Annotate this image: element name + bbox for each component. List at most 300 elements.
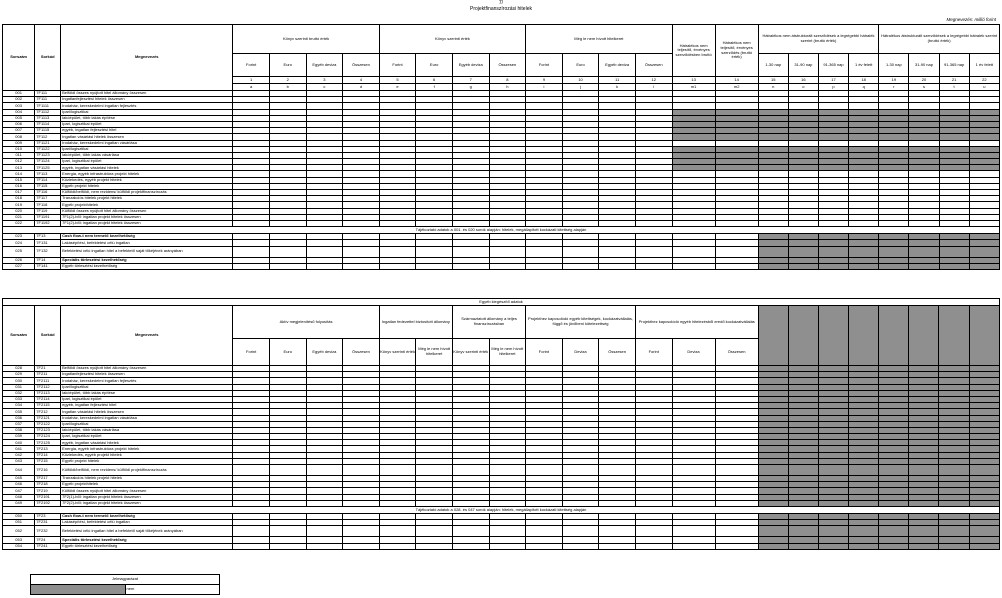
col-code: a — [233, 84, 270, 91]
data-cell — [416, 465, 453, 476]
data-cell — [635, 263, 672, 269]
row-number: 048 — [3, 494, 35, 500]
data-cell — [909, 526, 939, 537]
row-label: Irodaház, kereskedelmi ingatlan fejlesztés — [61, 378, 233, 384]
data-cell — [343, 246, 380, 257]
group-header: Hátralékos átstrukturált szerződések a legrégebbi hátralék szerint (bruttó érték) — [879, 25, 1000, 54]
data-cell — [635, 246, 672, 257]
subheader-cell: Összesen — [489, 54, 526, 77]
row-number: 054 — [3, 543, 35, 549]
row-code: 7F112 — [35, 134, 61, 140]
row-code: 7F141 — [35, 263, 61, 269]
subheader-cell: Deviza — [672, 339, 715, 366]
legend-swatch — [31, 585, 126, 595]
data-cell — [879, 543, 909, 549]
data-cell — [849, 543, 879, 549]
col-number: 20 — [909, 77, 939, 84]
data-cell — [758, 246, 788, 257]
data-cell — [562, 246, 599, 257]
row-label: lakóépület, több lakás vásárlása — [61, 427, 233, 433]
col-number: 22 — [969, 77, 999, 84]
row-number: 025 — [3, 246, 35, 257]
data-cell — [879, 465, 909, 476]
col-sorkod: Sorkód — [35, 25, 61, 91]
col-number: 18 — [849, 77, 879, 84]
data-cell — [233, 543, 270, 549]
data-cell — [635, 543, 672, 549]
data-cell — [489, 246, 526, 257]
data-cell — [526, 526, 563, 537]
legend-item: nem — [125, 585, 220, 595]
col-number: 15 — [758, 77, 788, 84]
row-number: 044 — [3, 465, 35, 476]
data-cell — [788, 465, 818, 476]
col-number: 13 — [672, 77, 715, 84]
col-code: d — [343, 84, 380, 91]
section-label: Tájékoztató adatok a 028. és 047 sorok alapján: hitelek, megállapított kockázati kitettség alapján — [3, 506, 1000, 513]
data-cell — [452, 465, 489, 476]
row-number: 011 — [3, 152, 35, 158]
row-code: 7F214 — [35, 452, 61, 458]
row-label: Ipari/logisztikai — [61, 384, 233, 390]
col-number: 8 — [489, 77, 526, 84]
row-code: 7F2123 — [35, 427, 61, 433]
row-label: Közlekedés, egyéb projekt hitelek — [61, 177, 233, 183]
header-row — [3, 306, 1000, 339]
row-label: Energia, egyéb infrastruktúra projekt hitelek — [61, 171, 233, 177]
col-code: j — [562, 84, 599, 91]
data-cell — [818, 543, 848, 549]
row-code: 7F24 — [35, 537, 61, 543]
row-label: 7F1(2)-ből: ingatlan projekt hitelek összesen — [61, 214, 233, 220]
row-number: 043 — [3, 458, 35, 464]
data-cell — [969, 543, 999, 549]
data-cell — [672, 526, 715, 537]
data-cell — [489, 543, 526, 549]
col-sorszam: Sorszám — [3, 306, 35, 366]
row-label: Lakásépítési, befektetési célú ingatlan — [61, 520, 233, 526]
row-number: 035 — [3, 409, 35, 415]
blank-cell — [879, 306, 909, 366]
data-cell — [879, 526, 909, 537]
data-cell — [562, 526, 599, 537]
row-label: Külföldi/belföldi, nem rezidens/ külföldi projektfinanszírozás — [61, 190, 233, 196]
row-label: Ipari, logisztikai épület — [61, 121, 233, 127]
row-label: 7F2(2)-ből: ingatlan projekt hitelek összesen — [61, 500, 233, 506]
blank-cell — [909, 306, 939, 366]
table-row — [3, 263, 1000, 269]
subheader-cell: 1-30 nap — [758, 54, 788, 77]
data-cell — [379, 526, 416, 537]
subheader-cell: Forint — [635, 339, 672, 366]
data-cell — [269, 526, 306, 537]
row-label: Befektetési célú ingatlan hitel a befektető saját tőkéjének arányában — [61, 526, 233, 537]
data-cell — [599, 246, 636, 257]
data-cell — [599, 263, 636, 269]
col-code: f — [416, 84, 453, 91]
data-cell — [452, 526, 489, 537]
row-code: 7F1111 — [35, 103, 61, 109]
row-code: 7F1192 — [35, 220, 61, 226]
row-number: 032 — [3, 390, 35, 396]
row-label: Cash flow-t nem termelő kezelhetőség — [61, 513, 233, 519]
row-label: Energia, egyéb infrastruktúra projekt hitelek — [61, 446, 233, 452]
row-code: 7F213 — [35, 446, 61, 452]
row-number: 013 — [3, 165, 35, 171]
col-number: 9 — [526, 77, 563, 84]
data-cell — [379, 246, 416, 257]
data-cell — [306, 465, 343, 476]
row-label: Egyéb törlesztési kezelhetőség — [61, 543, 233, 549]
row-code: 7F2125 — [35, 440, 61, 446]
table-row — [3, 526, 1000, 537]
group-header: Projekthez kapcsolódó egyéb hitelezésből eredő kockázatvállalás — [635, 306, 758, 339]
form-number: 7/ — [498, 0, 504, 6]
row-label: egyéb, ingatlan vásárlási hitelek — [61, 165, 233, 171]
data-cell — [788, 246, 818, 257]
group-header: Hátralékos nem átstrukturált szerződések a legrégebbi hátralék szerint (bruttó érték) — [758, 25, 879, 54]
col-code: l — [635, 84, 672, 91]
row-code: 7F117 — [35, 196, 61, 202]
data-cell — [526, 543, 563, 549]
row-label: Közlekedés, egyéb projekt hitelek — [61, 452, 233, 458]
row-label: Külföldi összes nyújtott hitel állomány összesen — [61, 208, 233, 214]
row-label: Egyéb projekt hitelek — [61, 183, 233, 189]
blank-cell — [969, 306, 999, 366]
row-label: Külföldi összes nyújtott hitel állomány összesen — [61, 488, 233, 494]
data-cell — [233, 526, 270, 537]
data-cell — [788, 543, 818, 549]
row-code: 7F1112 — [35, 109, 61, 115]
data-cell — [939, 543, 969, 549]
data-cell — [969, 465, 999, 476]
row-label: Irodaház, kereskedelmi ingatlan vásárlása — [61, 140, 233, 146]
data-cell — [379, 263, 416, 269]
section-label: Tájékoztató adatok a 001. és 020 sorok alapján: hitelek, megállapított kockázati kitettség alapján — [3, 227, 1000, 234]
subheader-cell: Euro — [269, 339, 306, 366]
col-code: u — [969, 84, 999, 91]
data-cell — [233, 263, 270, 269]
subheader-cell: Összesen — [635, 54, 672, 77]
col-megnevezes: Megnevezés — [61, 25, 233, 91]
col-number: 2 — [269, 77, 306, 84]
data-cell — [909, 263, 939, 269]
subheader-cell: Összesen — [715, 339, 758, 366]
row-number: 042 — [3, 452, 35, 458]
row-label: lakóépület, több lakás vásárlása — [61, 152, 233, 158]
row-code: 7F2111 — [35, 378, 61, 384]
row-code: 7F232 — [35, 526, 61, 537]
row-label: Ingatlan vásárlási hitelek összesen — [61, 409, 233, 415]
row-code: 7F216 — [35, 465, 61, 476]
row-code: 7F2114 — [35, 396, 61, 402]
form-title: Projektfinanszírozási hitelek — [470, 6, 532, 12]
row-label: Belföldi összes nyújtott hitel állomány összesen — [61, 366, 233, 372]
data-cell — [416, 526, 453, 537]
row-number: 029 — [3, 372, 35, 378]
col-number: 14 — [715, 77, 758, 84]
section-row — [3, 227, 1000, 234]
row-number: 045 — [3, 476, 35, 482]
row-label: egyéb, ingatlan fejlesztési hitel — [61, 403, 233, 409]
row-label: egyéb, ingatlan fejlesztési hitel — [61, 128, 233, 134]
data-cell — [672, 543, 715, 549]
data-cell — [416, 263, 453, 269]
row-code: 7F1124 — [35, 159, 61, 165]
row-label: Egyéb törlesztési kezelhetőség — [61, 263, 233, 269]
subheader-cell: Forint — [526, 339, 563, 366]
data-cell — [379, 465, 416, 476]
row-code: 7F241 — [35, 543, 61, 549]
col-number: 11 — [599, 77, 636, 84]
col-code: t — [939, 84, 969, 91]
row-code: 7F2121 — [35, 415, 61, 421]
subheader-cell: Könyv szerinti érték — [379, 339, 416, 366]
row-label: Egyéb projekthitelek — [61, 482, 233, 488]
row-label: Irodaház, kereskedelmi ingatlan vásárlása — [61, 415, 233, 421]
row-code: 7F1121 — [35, 140, 61, 146]
subheader-cell: Egyéb deviza — [599, 54, 636, 77]
row-code: 7F215 — [35, 458, 61, 464]
data-cell — [269, 246, 306, 257]
col-number: 1 — [233, 77, 270, 84]
row-number: 038 — [3, 427, 35, 433]
row-code: 7F111 — [35, 97, 61, 103]
row-number: 039 — [3, 434, 35, 440]
legend — [30, 574, 220, 595]
row-label: Cash flow-t nem termelő kezelhetőség — [61, 234, 233, 240]
row-label: Ingatlanfejlesztési hitelek összesen — [61, 372, 233, 378]
row-number: 003 — [3, 103, 35, 109]
data-cell — [306, 526, 343, 537]
data-cell — [758, 465, 788, 476]
group-header: Hátralékos nem teljesítő, érvényes szerződés (bruttó érték) — [715, 25, 758, 77]
data-cell — [672, 465, 715, 476]
section-row — [3, 299, 1000, 306]
data-cell — [715, 543, 758, 549]
row-number: 009 — [3, 140, 35, 146]
row-label: Belföldi összes nyújtott hitel állomány összesen — [61, 91, 233, 97]
group-header: Még le nem hívott hitelkeret — [526, 25, 672, 54]
row-number: 012 — [3, 159, 35, 165]
data-cell — [818, 263, 848, 269]
top-table — [2, 24, 1000, 270]
row-label: Ipari/logisztikai — [61, 109, 233, 115]
data-cell — [562, 263, 599, 269]
row-code: 7F23 — [35, 513, 61, 519]
subheader-cell: Forint — [526, 54, 563, 77]
blank-cell — [818, 306, 848, 366]
subheader-cell: Forint — [233, 339, 270, 366]
col-number: 16 — [788, 77, 818, 84]
row-label: Speciális törlesztési kezelhetőség — [61, 257, 233, 263]
data-cell — [969, 246, 999, 257]
row-label: Tranzakciós hitelek projekt hitelek — [61, 196, 233, 202]
table-row — [3, 465, 1000, 476]
subheader-cell: Még le nem hívott hitelkeret — [416, 339, 453, 366]
data-cell — [788, 263, 818, 269]
data-cell — [599, 543, 636, 549]
data-cell — [343, 263, 380, 269]
row-number: 024 — [3, 240, 35, 246]
data-cell — [758, 543, 788, 549]
col-number: 19 — [879, 77, 909, 84]
data-cell — [452, 263, 489, 269]
col-code: q — [849, 84, 879, 91]
subheader-cell: Egyéb deviza — [452, 54, 489, 77]
row-label: Egyéb projekt hitelek — [61, 458, 233, 464]
row-number: 026 — [3, 257, 35, 263]
col-megnevezes: Megnevezés — [61, 306, 233, 366]
col-sorszam: Sorszám — [3, 25, 35, 91]
blank-cell — [849, 306, 879, 366]
row-number: 008 — [3, 134, 35, 140]
row-number: 010 — [3, 146, 35, 152]
col-sorkod: Sorkód — [35, 306, 61, 366]
row-code: 7F1125 — [35, 165, 61, 171]
row-code: 7F115 — [35, 183, 61, 189]
row-label: Egyéb projekthitelek — [61, 202, 233, 208]
data-cell — [818, 526, 848, 537]
data-cell — [672, 263, 715, 269]
row-code: 7F13 — [35, 234, 61, 240]
row-code: 7F212 — [35, 409, 61, 415]
subheader-cell: Forint — [379, 54, 416, 77]
row-number: 017 — [3, 190, 35, 196]
row-label: Tranzakciós hitelek projekt hitelek — [61, 476, 233, 482]
col-code: o — [788, 84, 818, 91]
data-cell — [343, 465, 380, 476]
row-number: 049 — [3, 500, 35, 506]
data-cell — [879, 263, 909, 269]
row-label: Ipari, logisztikai épület — [61, 396, 233, 402]
row-number: 047 — [3, 488, 35, 494]
col-number: 17 — [818, 77, 848, 84]
row-number: 021 — [3, 214, 35, 220]
data-cell — [969, 526, 999, 537]
row-label: lakóépület, több lakás építése — [61, 115, 233, 121]
data-cell — [562, 543, 599, 549]
row-number: 028 — [3, 366, 35, 372]
group-header: Hátralékos nem teljesítő, érvényes szerződésben bruttó — [672, 25, 715, 77]
unit-label: Megnevezés: millió forint — [946, 17, 996, 22]
subheader-cell: 91-365 nap — [939, 54, 969, 77]
row-code: 7F131 — [35, 240, 61, 246]
col-code: g — [452, 84, 489, 91]
col-number: 21 — [939, 77, 969, 84]
data-cell — [818, 465, 848, 476]
row-number: 002 — [3, 97, 35, 103]
data-cell — [269, 465, 306, 476]
row-label: 7F2(1)-ből: ingatlan projekt hitelek összesen — [61, 494, 233, 500]
data-cell — [599, 526, 636, 537]
subheader-cell: Euro — [269, 54, 306, 77]
data-cell — [489, 526, 526, 537]
legend-title: Jelmagyarázat — [31, 575, 220, 585]
data-cell — [452, 543, 489, 549]
data-cell — [715, 465, 758, 476]
col-code: c — [306, 84, 343, 91]
subheader-cell: Euro — [416, 54, 453, 77]
col-code: i — [526, 84, 563, 91]
subheader-cell: Összesen — [343, 339, 380, 366]
data-cell — [909, 465, 939, 476]
row-code: 7F211 — [35, 372, 61, 378]
row-number: 014 — [3, 171, 35, 177]
row-code: 7F2124 — [35, 434, 61, 440]
row-number: 050 — [3, 513, 35, 519]
data-cell — [452, 246, 489, 257]
row-code: 7F217 — [35, 476, 61, 482]
row-number: 022 — [3, 220, 35, 226]
blank-cell — [939, 306, 969, 366]
data-cell — [306, 543, 343, 549]
row-number: 031 — [3, 384, 35, 390]
col-number: 3 — [306, 77, 343, 84]
row-code: 7F1115 — [35, 128, 61, 134]
row-label: Ingatlan vásárlási hitelek összesen — [61, 134, 233, 140]
table-row — [3, 246, 1000, 257]
subheader-cell: 31-90 nap — [788, 54, 818, 77]
row-code: 7F111 — [35, 91, 61, 97]
row-number: 053 — [3, 537, 35, 543]
row-number: 023 — [3, 234, 35, 240]
data-cell — [306, 246, 343, 257]
subheader-cell: Még le nem hívott hitelkeret — [489, 339, 526, 366]
row-code: 7F113 — [35, 171, 61, 177]
row-code: 7F2122 — [35, 421, 61, 427]
row-code: 7F116 — [35, 190, 61, 196]
data-cell — [599, 465, 636, 476]
data-cell — [269, 543, 306, 549]
col-code: k — [599, 84, 636, 91]
row-code: 7F231 — [35, 520, 61, 526]
col-number: 5 — [379, 77, 416, 84]
data-cell — [939, 263, 969, 269]
row-code: 7F2115 — [35, 403, 61, 409]
data-cell — [562, 465, 599, 476]
subheader-cell: 1 év felett — [849, 54, 879, 77]
row-label: Ipari/logisztikai — [61, 421, 233, 427]
data-cell — [672, 246, 715, 257]
row-number: 040 — [3, 440, 35, 446]
subheader-cell: Könyv szerinti érték — [452, 339, 489, 366]
row-label: Irodaház, kereskedelmi ingatlan fejlesztés — [61, 103, 233, 109]
col-number: 4 — [343, 77, 380, 84]
row-code: 7F119 — [35, 208, 61, 214]
subheader-cell: 1 év felett — [969, 54, 999, 77]
data-cell — [715, 526, 758, 537]
subheader-cell: Egyéb deviza — [306, 339, 343, 366]
data-cell — [969, 263, 999, 269]
col-code: m1 — [672, 84, 715, 91]
row-number: 027 — [3, 263, 35, 269]
data-cell — [233, 246, 270, 257]
row-number: 005 — [3, 115, 35, 121]
row-label: Külföldi/belföldi, nem rezidens/ külföldi projektfinanszírozás — [61, 465, 233, 476]
data-cell — [635, 465, 672, 476]
data-cell — [849, 465, 879, 476]
row-number: 006 — [3, 121, 35, 127]
row-number: 001 — [3, 91, 35, 97]
data-cell — [526, 263, 563, 269]
data-cell — [715, 263, 758, 269]
row-number: 037 — [3, 421, 35, 427]
col-code: r — [879, 84, 909, 91]
data-cell — [758, 263, 788, 269]
row-label: Ipari, logisztikai épület — [61, 434, 233, 440]
row-code: 7F1113 — [35, 115, 61, 121]
